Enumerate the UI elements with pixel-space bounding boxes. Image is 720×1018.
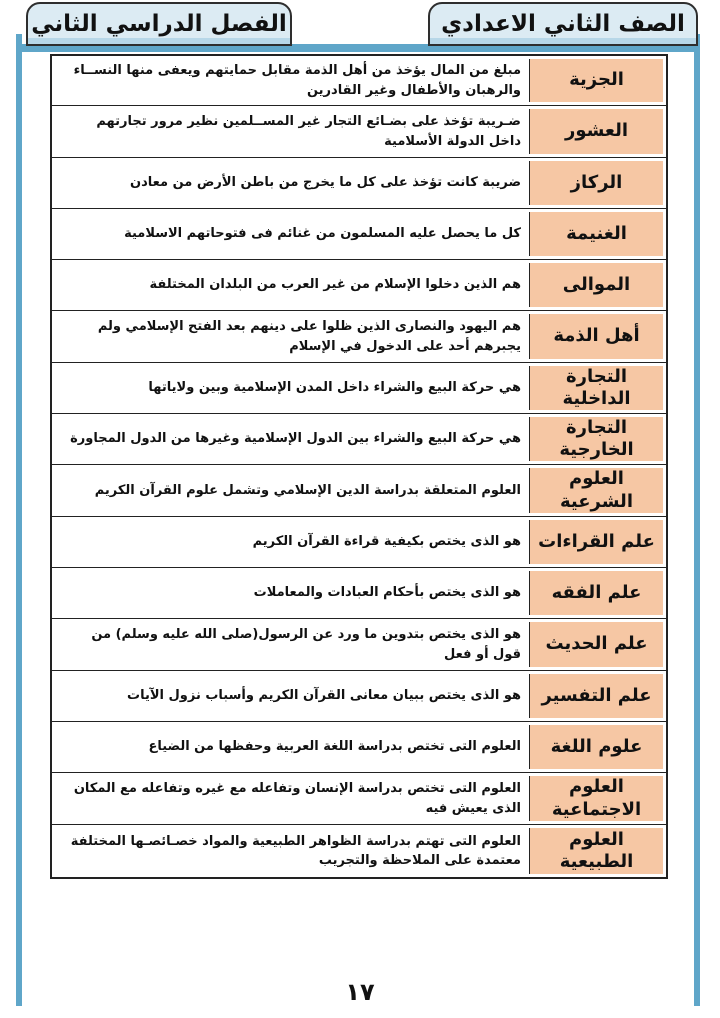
page-number: ١٧ [345,978,375,1006]
term-cell: العشور [529,109,663,154]
definition-cell: هي حركة البيع والشراء داخل المدن الإسلامية وبين ولاياتها [148,380,521,396]
grade-title-text: الصف الثاني الاعدادي [441,11,685,37]
term-cell: أهل الذمة [529,314,663,359]
definition-cell: هو الذى يختص ببيان معانى القرآن الكريم وأسباب نزول الآيات [127,688,521,704]
table-row [52,260,666,311]
table-row [52,773,666,825]
term-cell: العلوم الطبيعية [529,828,663,874]
term-cell: علم الحديث [529,622,663,667]
term-cell: علم التفسير [529,674,663,718]
table-row [52,671,666,722]
definition-cell: ضـريبة تؤخذ على بضـائع التجار غير المســلمين نظير مرور تجارتهم داخل الدولة الأسلامية [96,114,521,149]
term-cell: الركاز [529,161,663,205]
table-row [52,517,666,568]
term-title [26,2,292,46]
table-row [52,106,666,158]
definition-cell: هو الذى يختص بتدوين ما ورد عن الرسول(صلى الله عليه وسلم) من قول أو فعل [91,627,521,662]
term-cell: الموالى [529,263,663,307]
term-cell: العلوم الاجتماعية [529,776,663,821]
glossary-table [50,54,668,879]
table-row [52,722,666,773]
table-row [52,568,666,619]
grade-title [428,2,698,46]
definition-cell: هو الذى يختص بأحكام العبادات والمعاملات [253,585,521,601]
definition-cell: العلوم التى تهتم بدراسة الظواهر الطبيعية والمواد خصـائصـها المختلفة معتمدة على الملاحظة والتجريب [70,833,521,868]
definition-cell: مبلغ من المال يؤخذ من أهل الذمة مقابل حمايتهم ويعفى منها النســاء والرهبان والأطفال وغير القادرين [73,63,521,98]
term-cell: التجارة الخارجية [529,417,663,461]
definition-cell: العلوم التى تختص بدراسة الإنسان وتفاعله مع غيره وتفاعله مع المكان الذى يعيش فيه [73,781,521,816]
definition-cell: هو الذى يختص بكيفية قراءة القرآن الكريم [252,534,521,550]
term-cell: علوم اللغة [529,725,663,769]
term-cell: علم الفقه [529,571,663,615]
table-row [52,619,666,671]
definition-cell: هم اليهود والنصارى الذين ظلوا على دينهم بعد الفتح الإسلامي ولم يجبرهم أحد على الدخول في الإسلام [97,319,521,354]
term-cell: الغنيمة [529,212,663,256]
table-row [52,56,666,106]
table-row [52,414,666,465]
definition-cell: كل ما يحصل عليه المسلمون من غنائم فى فتوحاتهم الاسلامية [124,226,521,242]
term-cell: علم القراءات [529,520,663,564]
definition-cell: ضريبة كانت تؤخذ على كل ما يخرج من باطن الأرض من معادن [130,175,521,191]
term-cell: العلوم الشرعية [529,468,663,513]
term-cell: التجارة الداخلية [529,366,663,410]
definition-cell: العلوم التى تختص بدراسة اللغة العربية وحفظها من الضياع [148,739,521,755]
definition-cell: العلوم المتعلقة بدراسة الدين الإسلامي وتشمل علوم القرآن الكريم [94,482,521,498]
table-row [52,363,666,414]
definition-cell: هي حركة البيع والشراء بين الدول الإسلامية وغيرها من الدول المجاورة [70,431,521,447]
table-row [52,158,666,209]
table-row [52,465,666,517]
definition-cell: هم الذين دخلوا الإسلام من غير العرب من البلدان المختلفة [149,277,521,293]
term-cell: الجزية [529,59,663,102]
term-title-text: الفصل الدراسي الثاني [31,11,287,37]
table-row [52,311,666,363]
table-row [52,209,666,260]
table-row [52,825,666,877]
